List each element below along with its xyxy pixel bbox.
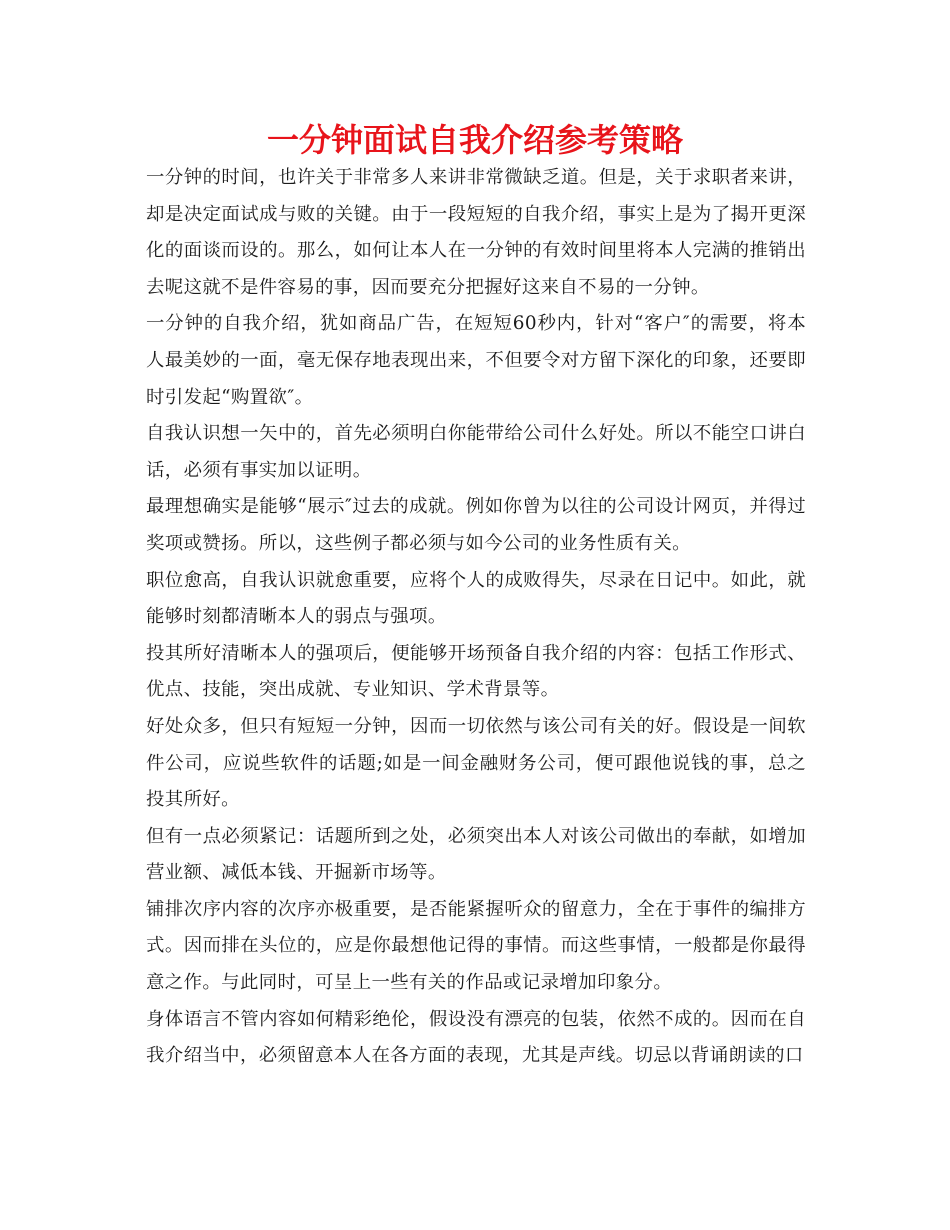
document-body — [146, 160, 806, 1075]
paragraph: 但有一点必须紧记：话题所到之处，必须突出本人对该公司做出的奉献，如增加营业额、减低本钱、开掘新市场等。 — [146, 825, 806, 884]
paragraph: 好处众多，但只有短短一分钟，因而一切依然与该公司有关的好。假设是一间软件公司，应说些软件的话题;如是一间金融财务公司，便可跟他说钱的事，总之投其所好。 — [146, 715, 806, 811]
paragraph: 投其所好清晰本人的强项后，便能够开场预备自我介绍的内容：包括工作形式、优点、技能，突出成就、专业知识、学术背景等。 — [146, 642, 806, 701]
paragraph: 最理想确实是能够“展示″过去的成就。例如你曾为以往的公司设计网页，并得过奖项或赞扬。所以，这些例子都必须与如今公司的业务性质有关。 — [146, 496, 806, 554]
paragraph: 职位愈高，自我认识就愈重要，应将个人的成败得失，尽录在日记中。如此，就能够时刻都清晰本人的弱点与强项。 — [146, 569, 806, 628]
paragraph: 身体语言不管内容如何精彩绝伦，假设没有漂亮的包装，依然不成的。因而在自我介绍当中，必须留意本人在各方面的表现，尤其是声线。切忌以背诵朗读的口 — [146, 1008, 806, 1067]
paragraph: 一分钟的自我介绍，犹如商品广告，在短短60秒内，针对“客户″的需要，将本人最美妙的一面，毫无保存地表现出来，不但要令对方留下深化的印象，还要即时引发起“购置欲″。 — [146, 313, 806, 408]
paragraph: 一分钟的时间，也许关于非常多人来讲非常微缺乏道。但是，关于求职者来讲，却是决定面试成与败的关键。由于一段短短的自我介绍，事实上是为了揭开更深化的面谈而设的。那么，如何让本人在一分钟的有效时间里将本人完满的推销出去呢这就不是件容易的事，因而要充分把握好这来自不易的一分钟。 — [146, 167, 806, 298]
paragraph: 自我认识想一矢中的，首先必须明白你能带给公司什么好处。所以不能空口讲白话，必须有事实加以证明。 — [146, 423, 806, 481]
paragraph: 铺排次序内容的次序亦极重要，是否能紧握听众的留意力，全在于事件的编排方式。因而排在头位的，应是你最想他记得的事情。而这些事情，一般都是你最得意之作。与此同时，可呈上一些有关的作品或记录增加印象分。 — [146, 898, 806, 994]
page-title: 一分钟面试自我介绍参考策略 — [266, 121, 683, 159]
